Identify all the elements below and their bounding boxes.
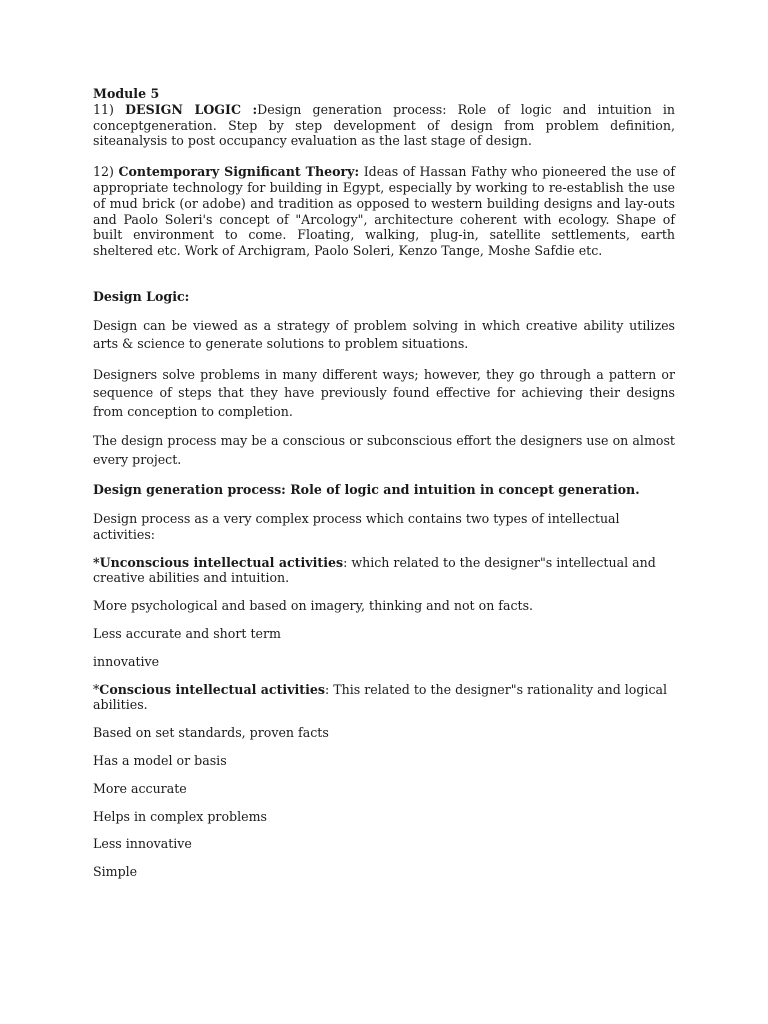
list-item: Helps in complex problems	[93, 808, 267, 824]
unconscious-body: : which related to the designer"s intellectual and creative abilities and intuition.	[93, 554, 656, 586]
list-item: innovative	[93, 653, 160, 669]
generation-heading	[93, 482, 675, 498]
item-12-heading: Contemporary Significant Theory:	[118, 164, 360, 180]
document-page	[93, 86, 675, 880]
design-logic-heading	[93, 289, 675, 305]
item-12-body: Ideas of Hassan Fathy who pioneered the use of appropriate technology for building in Egypt, especially by working to re-establish the use of mud brick (or adobe) and tradition as opposed to western building designs and lay-outs and Paolo Soleri's concept of "Arcology", architecture coherent with ecology. Shape of built environment to come. Floating, walking, plug-in, satellite settlements, earth sheltered etc. Work of Archigram, Paolo Soleri, Kenzo Tange, Moshe Safdie etc.	[93, 164, 675, 259]
list-item: Less innovative	[93, 836, 192, 852]
conscious-prefix: *	[93, 681, 100, 697]
list-item: Less accurate and short term	[93, 626, 281, 642]
module-title-text: Module 5	[93, 86, 160, 101]
list-item: Simple	[93, 864, 138, 880]
generation-heading-text: Design generation process: Role of logic and intuition in concept generation.	[93, 482, 640, 498]
item-11-heading: DESIGN LOGIC :	[125, 101, 258, 117]
module-title	[93, 86, 675, 102]
conscious-heading: Conscious intellectual activities	[99, 681, 326, 697]
item-11-body: Design generation process: Role of logic and intuition in conceptgeneration. Step by step development of design from problem definition, siteanalysis to post occupancy evaluation as the last stage of design.	[93, 101, 675, 149]
item-12	[93, 164, 675, 259]
item-11-number: 11)	[93, 101, 114, 117]
list-item: More accurate	[93, 780, 187, 796]
paragraph-designers: Designers solve problems in many different ways; however, they go through a pattern or sequence of steps that they have previously found effective for achieving their designs from conception to completion.	[93, 366, 675, 419]
design-logic-heading-text: Design Logic:	[93, 288, 190, 304]
list-item: More psychological and based on imagery, thinking and not on facts.	[93, 598, 534, 614]
list-item: Based on set standards, proven facts	[93, 725, 329, 741]
conscious-activities	[93, 682, 675, 714]
item-11	[93, 102, 675, 149]
conscious-body: : This related to the designer"s rationality and logical abilities.	[93, 681, 668, 713]
unconscious-heading: *Unconscious intellectual activities	[93, 554, 344, 570]
paragraph-strategy: Design can be viewed as a strategy of problem solving in which creative ability utilizes arts & science to generate solutions to problem situations.	[93, 317, 675, 352]
unconscious-activities	[93, 555, 675, 587]
list-item: Has a model or basis	[93, 753, 227, 769]
paragraph-intellectual-activities: Design process as a very complex process which contains two types of intellectual activities:	[93, 511, 620, 542]
paragraph-conscious-effort: The design process may be a conscious or subconscious effort the designers use on almost every project.	[93, 433, 675, 467]
item-12-number: 12)	[93, 164, 114, 180]
